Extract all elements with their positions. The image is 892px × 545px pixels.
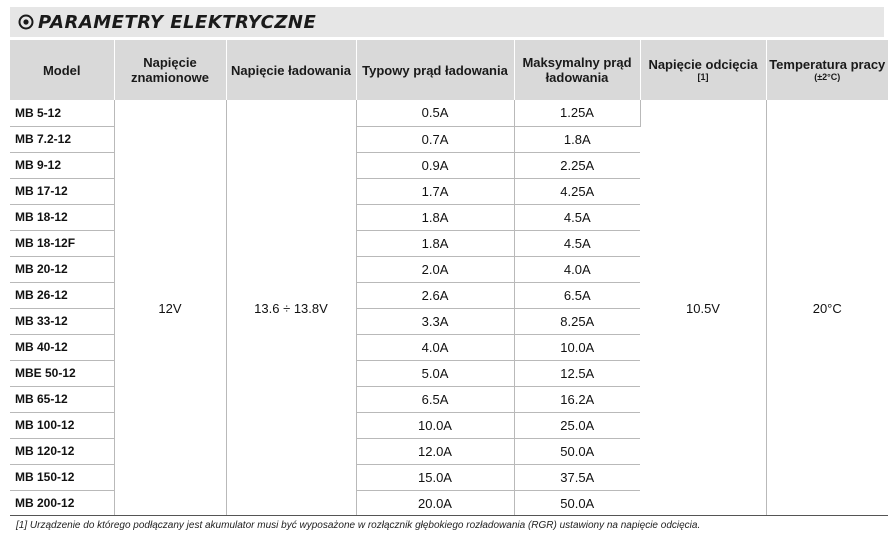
typical-current-cell: 0.9A	[356, 152, 514, 178]
max-current-cell: 25.0A	[514, 412, 640, 438]
max-current-cell: 10.0A	[514, 334, 640, 360]
header-temperature-tolerance: (±2°C)	[814, 72, 841, 82]
model-cell: MB 65-12	[10, 386, 114, 412]
section-title: PARAMETRY ELEKTRYCZNE	[38, 11, 317, 33]
header-temperature-label: Temperatura pracy	[769, 57, 886, 72]
model-cell: MB 9-12	[10, 152, 114, 178]
cutoff-voltage-cell: 10.5V	[640, 100, 766, 516]
typical-current-cell: 1.8A	[356, 230, 514, 256]
model-cell: MB 200-12	[10, 490, 114, 516]
typical-current-cell: 1.7A	[356, 178, 514, 204]
header-cutoff-label: Napięcie odcięcia	[648, 57, 758, 72]
model-cell: MB 40-12	[10, 334, 114, 360]
table-body	[10, 100, 888, 516]
max-current-cell: 4.0A	[514, 256, 640, 282]
max-current-cell: 2.25A	[514, 152, 640, 178]
model-cell: MB 17-12	[10, 178, 114, 204]
max-current-cell: 12.5A	[514, 360, 640, 386]
typical-current-cell: 3.3A	[356, 308, 514, 334]
header-model: Model	[10, 40, 114, 100]
max-current-cell: 1.25A	[514, 100, 640, 126]
typical-current-cell: 10.0A	[356, 412, 514, 438]
max-current-cell: 16.2A	[514, 386, 640, 412]
max-current-cell: 4.25A	[514, 178, 640, 204]
model-cell: MBE 50-12	[10, 360, 114, 386]
typical-current-cell: 2.0A	[356, 256, 514, 282]
section-title-bar	[10, 7, 884, 37]
header-nominal-voltage: Napięcie znamionowe	[114, 40, 226, 100]
typical-current-cell: 15.0A	[356, 464, 514, 490]
model-cell: MB 26-12	[10, 282, 114, 308]
max-current-cell: 37.5A	[514, 464, 640, 490]
nominal-voltage-cell: 12V	[114, 100, 226, 516]
typical-current-cell: 12.0A	[356, 438, 514, 464]
typical-current-cell: 5.0A	[356, 360, 514, 386]
max-current-cell: 50.0A	[560, 495, 595, 511]
max-current-cell: 50.0A	[514, 438, 640, 464]
typical-current-cell: 1.8A	[356, 204, 514, 230]
electrical-parameters-table	[10, 40, 888, 516]
max-current-cell: 4.5A	[514, 204, 640, 230]
model-cell: MB 7.2-12	[10, 126, 114, 152]
typical-current-cell: 0.5A	[356, 100, 514, 126]
typical-current-cell: 2.6A	[356, 282, 514, 308]
header-typical-current: Typowy prąd ładowania	[356, 40, 514, 100]
typical-current-cell: 4.0A	[356, 334, 514, 360]
table-row	[10, 100, 888, 126]
typical-current-cell: 6.5A	[356, 386, 514, 412]
typical-current-cell: 0.7A	[356, 126, 514, 152]
header-temperature	[766, 40, 888, 100]
max-current-cell: 4.5A	[514, 230, 640, 256]
header-charge-voltage: Napięcie ładowania	[226, 40, 356, 100]
temperature-cell: 20°C	[812, 300, 842, 316]
model-cell: MB 18-12F	[10, 230, 114, 256]
model-cell: MB 20-12	[10, 256, 114, 282]
table-header-row	[10, 40, 888, 100]
charge-voltage-cell: 13.6 ÷ 13.8V	[226, 100, 356, 516]
model-cell: MB 100-12	[10, 412, 114, 438]
typical-current-cell: 20.0A	[356, 490, 514, 516]
model-cell: MB 33-12	[10, 308, 114, 334]
max-current-cell: 1.8A	[514, 126, 640, 152]
model-cell: MB 150-12	[10, 464, 114, 490]
divider	[10, 515, 888, 516]
target-icon	[18, 14, 34, 30]
footnote: [1] Urządzenie do którego podłączany jest akumulator musi być wyposażone w rozłącznik głębokiego rozładowania (RGR) ustawiony na napięcie odcięcia.	[16, 520, 701, 531]
header-cutoff-voltage	[640, 40, 766, 100]
model-cell: MB 18-12	[10, 204, 114, 230]
header-max-current: Maksymalny prąd ładowania	[514, 40, 640, 100]
max-current-cell: 6.5A	[514, 282, 640, 308]
max-current-cell: 8.25A	[514, 308, 640, 334]
model-cell: MB 5-12	[10, 100, 114, 126]
model-cell: MB 120-12	[10, 438, 114, 464]
header-cutoff-footnote-ref: [1]	[697, 72, 709, 82]
